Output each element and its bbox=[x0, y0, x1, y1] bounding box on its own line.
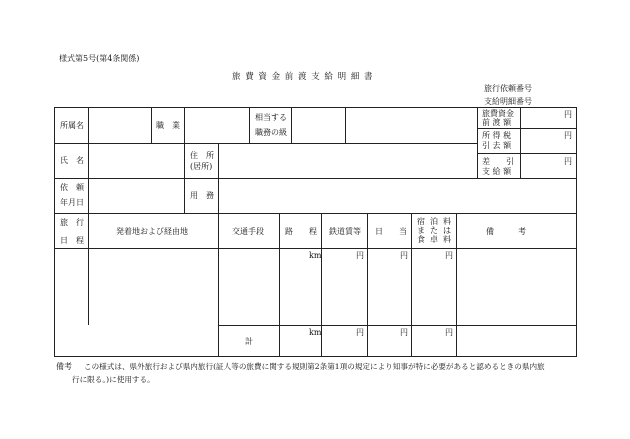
total-lodging-unit: 円 bbox=[445, 328, 453, 337]
schedule-label-line1: 旅 行 bbox=[60, 218, 84, 227]
total-daily-unit: 円 bbox=[400, 328, 408, 337]
total-rail-unit: 円 bbox=[356, 328, 364, 337]
address-label-line1: 住 所 bbox=[190, 151, 214, 160]
net-label-line1: 差 引 bbox=[482, 157, 514, 166]
remarks-header: 備 考 bbox=[486, 227, 526, 236]
request-date-label-line1: 依 頼 bbox=[60, 183, 84, 192]
tax-yen: 円 bbox=[564, 131, 572, 140]
form-number: 様式第5号(第4条関係) bbox=[59, 54, 140, 63]
statement-number-label: 支給明細番号 bbox=[484, 97, 532, 106]
daily-unit: 円 bbox=[400, 251, 408, 260]
advance-label-line1: 旅費資金 bbox=[482, 109, 514, 118]
name-label: 氏 名 bbox=[60, 156, 84, 165]
request-date-label-line2: 年月日 bbox=[60, 198, 84, 207]
request-number-label: 旅行依頼番号 bbox=[484, 84, 532, 93]
schedule-label-line2: 日 程 bbox=[60, 236, 84, 245]
net-yen: 円 bbox=[564, 157, 572, 166]
note-line2: 行に限る。)に使用する。 bbox=[72, 375, 155, 384]
route-header: 発着地および経由地 bbox=[116, 227, 188, 236]
note-label: 備考 bbox=[56, 362, 72, 371]
total-distance-unit: km bbox=[309, 328, 322, 337]
rank-label-line2: 職務の級 bbox=[255, 128, 287, 137]
position-label: 職 業 bbox=[156, 121, 180, 130]
tax-label-line2: 引 去 額 bbox=[482, 141, 512, 150]
rail-unit: 円 bbox=[356, 251, 364, 260]
advance-yen: 円 bbox=[564, 110, 572, 119]
lodging-unit: 円 bbox=[445, 251, 453, 260]
distance-unit: km bbox=[309, 251, 322, 260]
form-title: 旅 費 資 金 前 渡 支 給 明 細 書 bbox=[232, 72, 374, 82]
tax-label-line1: 所 得 税 bbox=[482, 131, 512, 140]
advance-label-line2: 前 渡 額 bbox=[482, 118, 512, 127]
distance-header: 路 程 bbox=[285, 227, 317, 236]
transport-header: 交通手段 bbox=[232, 227, 264, 236]
total-label: 計 bbox=[245, 337, 253, 346]
business-label: 用 務 bbox=[190, 191, 214, 200]
address-label-line2: (居所) bbox=[190, 162, 213, 171]
rail-header: 鉄道賃等 bbox=[329, 227, 361, 236]
rank-label-line1: 相当する bbox=[255, 113, 287, 122]
department-label: 所属名 bbox=[60, 121, 84, 130]
net-label-line2: 支 給 額 bbox=[482, 167, 512, 176]
daily-header: 日 当 bbox=[375, 227, 407, 236]
note-line1: この様式は、県外旅行および県内旅行(証人等の旅費に関する規則第2条第1項の規定により知事が特に必要があると認めるときの県内旅 bbox=[84, 362, 545, 371]
